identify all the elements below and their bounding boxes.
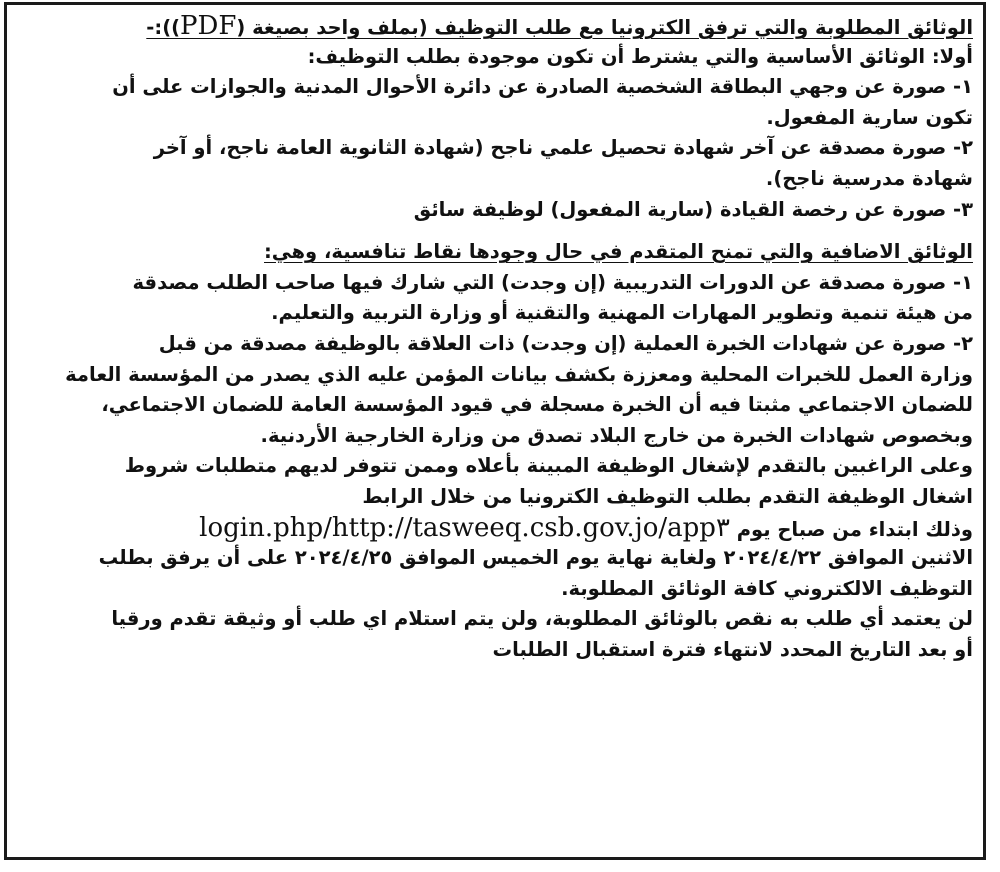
basic-item-2-line-1: ٢- صورة مصدقة عن آخر شهادة تحصيل علمي ناجح (شهادة الثانوية العامة ناجح، أو آخر [153, 136, 973, 160]
application-link[interactable]: login.php/http://tasweeq.csb.gov.jo/app٣ [199, 512, 730, 543]
required-documents-heading [17, 11, 973, 42]
closing-para-1-line-2: اشغال الوظيفة التقدم بطلب التوظيف الكترونيا من خلال الرابط [362, 484, 973, 508]
additional-item-2-line-1: ٢- صورة عن شهادات الخبرة العملية (إن وجدت) ذات العلاقة بالوظيفة مصدقة من قبل [158, 331, 973, 355]
closing-para-1-line-4: الاثنين الموافق ٢٠٢٤/٤/٢٢ ولغاية نهاية يوم الخميس الموافق ٢٠٢٤/٤/٢٥ على أن يرفق بطلب [98, 546, 973, 570]
closing-para-1-line-1: وعلى الراغبين بالتقدم لإشغال الوظيفة المبينة بأعلاه وممن تتوفر لديهم متطلبات شروط [124, 454, 973, 478]
link-tail-text: وذلك ابتداء من صباح يوم [736, 517, 973, 541]
pdf-format-label: PDF [180, 11, 237, 41]
basic-item-1-line-1: ١- صورة عن وجهي البطاقة الشخصية الصادرة عن دائرة الأحوال المدنية والجوازات على أن [112, 75, 973, 99]
basic-item-3-line-1: ٣- صورة عن رخصة القيادة (سارية المفعول) لوظيفة سائق [413, 197, 973, 221]
additional-item-1-line-1: ١- صورة مصدقة عن الدورات التدريبية (إن وجدت) التي شارك فيها صاحب الطلب مصدقة [132, 270, 973, 294]
additional-item-1-line-2: من هيئة تنمية وتطوير المهارات المهنية والتقنية أو وزارة التربية والتعليم. [271, 301, 973, 325]
additional-item-2-line-3: للضمان الاجتماعي مثبتا فيه أن الخبرة مسجلة في قيود المؤسسة العامة للضمان الاجتماعي، [101, 393, 973, 417]
closing-para-1-line-5: التوظيف الالكتروني كافة الوثائق المطلوبة. [561, 576, 973, 600]
closing-link-line [17, 513, 973, 544]
document-frame [4, 2, 986, 860]
basic-documents-subheading: أولا: الوثائق الأساسية والتي يشترط أن تكون موجودة بطلب التوظيف: [307, 44, 973, 68]
additional-documents-heading: الوثائق الاضافية والتي تمنح المتقدم في حال وجودها نقاط تنافسية، وهي: [264, 240, 973, 264]
required-documents-heading-post: )):- [146, 16, 181, 39]
additional-item-2-line-2: وزارة العمل للخبرات المحلية ومعززة بكشف بيانات المؤمن عليه الذي يصدر من المؤسسة العامة [65, 362, 973, 386]
section-gap [17, 225, 973, 237]
basic-item-2-line-2: شهادة مدرسية ناجح). [765, 166, 973, 190]
additional-item-2-line-4: وبخصوص شهادات الخبرة من خارج البلاد تصدق من وزارة الخارجية الأردنية. [260, 423, 973, 447]
closing-para-2-line-2: أو بعد التاريخ المحدد لانتهاء فترة استقبال الطلبات [492, 637, 973, 661]
required-documents-heading-pre: الوثائق المطلوبة والتي ترفق الكترونيا مع طلب التوظيف (بملف واحد بصيغة ( [236, 16, 973, 39]
closing-para-2-line-1: لن يعتمد أي طلب به نقص بالوثائق المطلوبة، ولن يتم استلام اي طلب أو وثيقة تقدم ورقيا [111, 607, 973, 631]
basic-item-1-line-2: تكون سارية المفعول. [766, 105, 973, 129]
